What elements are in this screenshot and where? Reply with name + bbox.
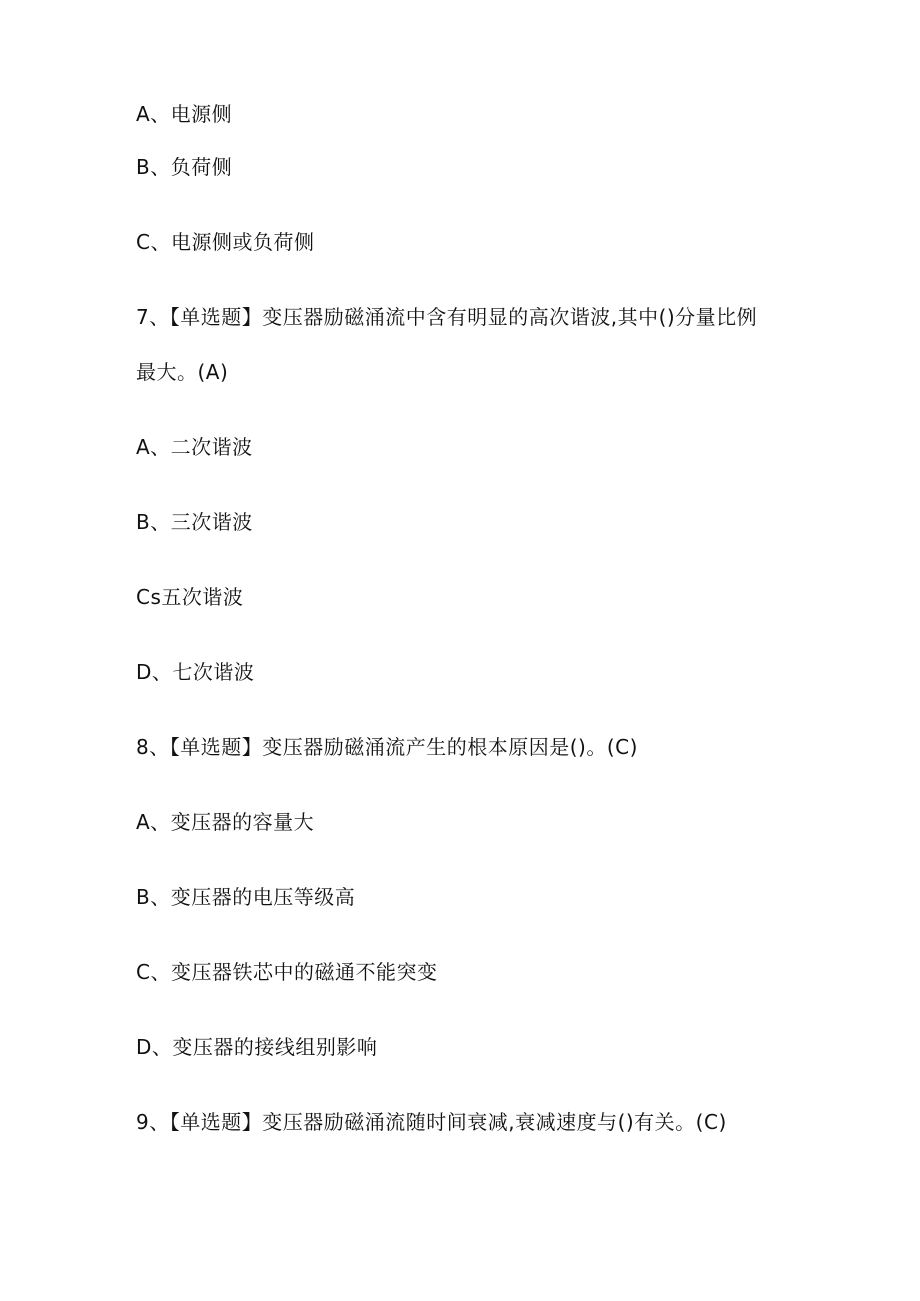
question-7-option-a: A、二次谐波: [136, 435, 253, 459]
question-8-option-b: B、变压器的电压等级高: [136, 885, 356, 909]
question-8-text: 8、【单选题】变压器励磁涌流产生的根本原因是()。(C): [136, 735, 638, 759]
prev-option-c: C、电源侧或负荷侧: [136, 230, 315, 254]
question-7-option-d: D、七次谐波: [136, 660, 255, 684]
prev-option-b: B、负荷侧: [136, 155, 233, 179]
question-9-text: 9、【单选题】变压器励磁涌流随时间衰减,衰减速度与()有关。(C): [136, 1110, 727, 1134]
prev-option-a: A、电源侧: [136, 102, 233, 126]
question-8-option-c: C、变压器铁芯中的磁通不能突变: [136, 960, 438, 984]
question-7-option-c: Cs五次谐波: [136, 585, 244, 609]
question-7-option-b: B、三次谐波: [136, 510, 253, 534]
question-7-text-line-2: 最大。(A): [136, 360, 229, 384]
question-8-option-d: D、变压器的接线组别影响: [136, 1035, 378, 1059]
question-8-option-a: A、变压器的容量大: [136, 810, 315, 834]
question-7-text-line-1: 7、【单选题】变压器励磁涌流中含有明显的高次谐波,其中()分量比例: [136, 305, 758, 329]
